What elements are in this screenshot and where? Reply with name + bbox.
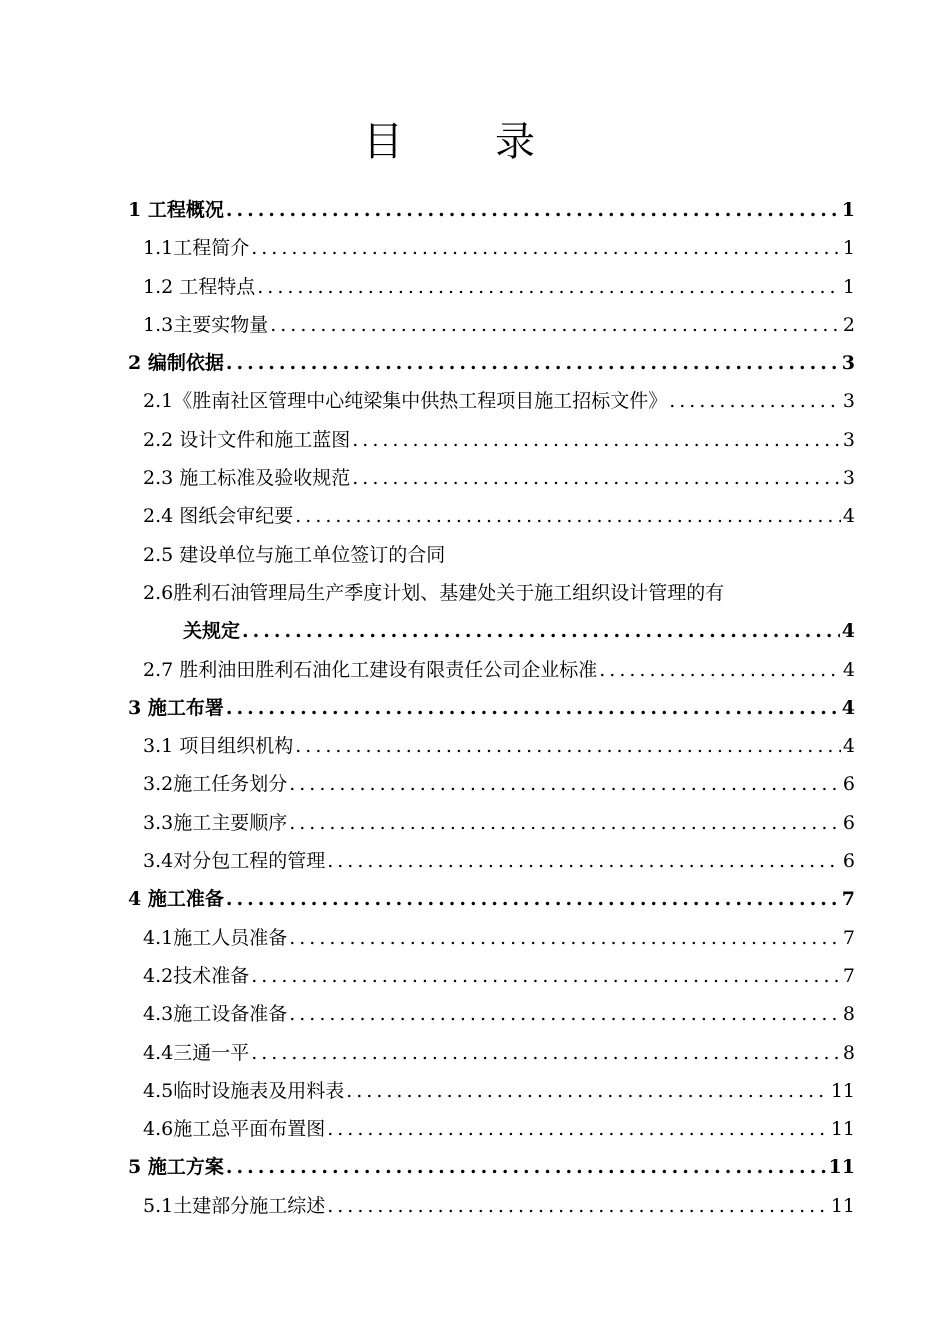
toc-dot-leader (352, 428, 841, 452)
toc-entry-text: 2.5 建设单位与施工单位签订的合同 (143, 543, 446, 566)
toc-line (143, 1002, 855, 1026)
toc-dot-leader (289, 926, 841, 950)
toc-dot-leader (270, 313, 841, 337)
toc-line (143, 504, 855, 528)
toc-line (143, 466, 855, 490)
toc-entry-text: 2.2 设计文件和施工蓝图 (143, 428, 351, 451)
toc-entry-text: 2.6胜利石油管理局生产季度计划、基建处关于施工组织设计管理的有 (143, 581, 725, 604)
toc-entry[interactable] (0, 1147, 950, 1185)
toc-line (128, 887, 855, 911)
toc-entry-text: 2.3 施工标准及验收规范 (143, 467, 351, 490)
toc-entry[interactable] (0, 573, 950, 611)
toc-page-number: 3 (841, 352, 855, 375)
toc-entry[interactable] (0, 228, 950, 266)
toc-dot-leader (289, 772, 841, 796)
toc-line (128, 351, 855, 375)
toc-line (143, 1117, 855, 1141)
toc-entry[interactable] (0, 535, 950, 573)
toc-dot-leader (242, 619, 840, 643)
toc-page-number: 1 (841, 199, 855, 221)
toc-entry-text: 2.1《胜南社区管理中心纯梁集中供热工程项目施工招标文件》 (143, 390, 668, 413)
toc-entry[interactable] (0, 879, 950, 917)
toc-page-number: 11 (830, 1194, 855, 1217)
toc-page-number: 2 (842, 313, 855, 336)
toc-line (143, 658, 855, 682)
toc-line (128, 198, 855, 222)
toc-entry-text: 4.6施工总平面布置图 (143, 1118, 326, 1141)
toc-entry[interactable] (0, 1033, 950, 1071)
toc-entry-text: 1.3主要实物量 (143, 313, 269, 336)
toc-page-number: 4 (841, 620, 855, 643)
toc-entry-text: 3.3施工主要顺序 (143, 811, 288, 834)
toc-entry-text: 1 工程概况 (128, 199, 224, 221)
toc-dot-leader (251, 236, 841, 260)
toc-entry[interactable] (0, 650, 950, 688)
toc-dot-leader (327, 849, 841, 873)
toc-dot-leader (251, 964, 841, 988)
toc-entry-text: 1.1工程简介 (143, 237, 250, 260)
toc-entry-text: 2.7 胜利油田胜利石油化工建设有限责任公司企业标准 (143, 658, 598, 681)
toc-dot-leader (226, 1155, 827, 1179)
toc-page-number: 1 (842, 237, 855, 260)
table-of-contents (0, 190, 950, 1224)
toc-line (143, 849, 855, 873)
toc-page-number: 7 (842, 964, 855, 987)
toc-line (183, 619, 855, 643)
toc-entry[interactable] (0, 841, 950, 879)
toc-entry-text: 3 施工布署 (128, 696, 224, 719)
toc-dot-leader (346, 1079, 829, 1103)
toc-entry[interactable] (0, 267, 950, 305)
toc-entry[interactable] (0, 190, 950, 228)
toc-page-number: 3 (842, 428, 855, 451)
toc-entry[interactable] (0, 918, 950, 956)
toc-entry-text: 2 编制依据 (128, 352, 224, 375)
toc-line (143, 428, 855, 452)
toc-entry[interactable] (0, 688, 950, 726)
toc-entry[interactable] (0, 1186, 950, 1224)
toc-dot-leader (295, 504, 841, 528)
toc-page-number: 11 (830, 1079, 855, 1102)
toc-entry-text: 4.1施工人员准备 (143, 926, 288, 949)
toc-entry-text: 4.5临时设施表及用料表 (143, 1079, 345, 1102)
toc-entry-text: 2.4 图纸会审纪要 (143, 505, 294, 528)
page-title: 目录 (363, 119, 627, 165)
toc-entry-text: 3.4对分包工程的管理 (143, 850, 326, 873)
toc-dot-leader (599, 658, 841, 682)
toc-line (143, 313, 855, 337)
toc-entry[interactable] (0, 956, 950, 994)
toc-entry-text: 3.1 项目组织机构 (143, 735, 294, 758)
toc-line (143, 811, 855, 835)
toc-page-number: 6 (842, 811, 855, 834)
toc-page-number: 8 (842, 1003, 855, 1026)
toc-page-number: 4 (842, 735, 855, 758)
toc-entry-text: 关规定 (183, 620, 241, 643)
toc-entry[interactable] (0, 764, 950, 802)
toc-line (128, 1155, 855, 1179)
toc-dot-leader (251, 1041, 841, 1065)
toc-dot-leader (289, 811, 841, 835)
toc-entry-text: 1.2 工程特点 (143, 275, 256, 298)
toc-entry-text: 5 施工方案 (128, 1156, 224, 1179)
toc-line (143, 236, 855, 260)
toc-entry[interactable] (0, 343, 950, 381)
toc-entry-text: 4.3施工设备准备 (143, 1003, 288, 1026)
toc-dot-leader (669, 389, 841, 413)
toc-entry[interactable] (0, 1109, 950, 1147)
toc-page-number: 7 (842, 926, 855, 949)
toc-page-number: 8 (842, 1041, 855, 1064)
toc-dot-leader (226, 351, 840, 375)
toc-dot-leader (257, 275, 841, 299)
toc-entry-text: 4.2技术准备 (143, 964, 250, 987)
toc-dot-leader (352, 466, 841, 490)
toc-dot-leader (295, 734, 841, 758)
toc-entry-text: 4 施工准备 (128, 888, 224, 911)
toc-dot-leader (226, 887, 840, 911)
toc-line (143, 275, 855, 299)
toc-dot-leader (327, 1194, 829, 1218)
toc-dot-leader (289, 1002, 841, 1026)
toc-entry[interactable] (0, 458, 950, 496)
toc-dot-leader (226, 696, 840, 720)
toc-entry[interactable] (0, 726, 950, 764)
toc-page-number: 11 (828, 1156, 855, 1179)
toc-line (143, 581, 855, 605)
toc-page-number: 3 (842, 390, 855, 413)
toc-line (128, 696, 855, 720)
toc-entry[interactable] (0, 803, 950, 841)
toc-line (143, 389, 855, 413)
toc-line (143, 1079, 855, 1103)
toc-entry[interactable] (0, 611, 950, 649)
toc-page-number: 4 (841, 696, 855, 719)
toc-line (143, 926, 855, 950)
toc-entry[interactable] (0, 1071, 950, 1109)
toc-dot-leader (327, 1117, 829, 1141)
toc-entry-text: 5.1土建部分施工综述 (143, 1194, 326, 1217)
toc-line (143, 543, 855, 567)
toc-entry[interactable] (0, 994, 950, 1032)
toc-page-number: 7 (841, 888, 855, 911)
toc-page-number: 4 (842, 658, 855, 681)
toc-page-number: 6 (842, 850, 855, 873)
toc-page-number: 3 (842, 467, 855, 490)
toc-line (143, 772, 855, 796)
toc-entry[interactable] (0, 496, 950, 534)
toc-line (143, 1041, 855, 1065)
toc-entry-text: 3.2施工任务划分 (143, 773, 288, 796)
toc-line (143, 964, 855, 988)
toc-line (143, 1194, 855, 1218)
toc-page-number: 6 (842, 773, 855, 796)
toc-page-number: 11 (830, 1118, 855, 1141)
toc-page-number: 1 (842, 275, 855, 298)
toc-dot-leader (226, 198, 840, 222)
toc-entry[interactable] (0, 305, 950, 343)
toc-entry[interactable] (0, 420, 950, 458)
toc-page-number: 4 (842, 505, 855, 528)
toc-line (143, 734, 855, 758)
toc-entry-text: 4.4三通一平 (143, 1041, 250, 1064)
toc-entry[interactable] (0, 381, 950, 419)
